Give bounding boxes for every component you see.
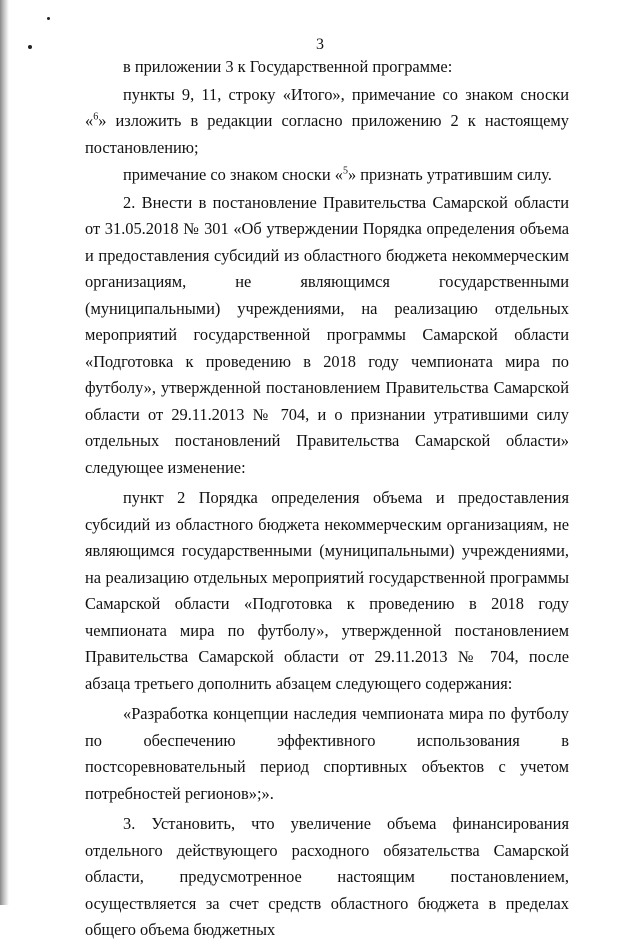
paragraph-text: примечание со знаком сноски «: [123, 165, 343, 184]
paragraph-point-2-procedure: пункт 2 Порядка определения объема и предоставления субсидий из областного бюджета некоммерческим организациям, не являющимся государственными (муниципальными) учреждениями, на реализацию отдельных мероприятий государственной программы Самарской области «Подготовка к проведению в 2018 году чемпионата мира по футболу», утвержденной постановлением Правительства Самарской области от 29.11.2013 № 704, после абзаца третьего дополнить абзацем следующего содержания:: [85, 488, 569, 693]
paragraph-item-2: 2. Внести в постановление Правительства Самарской области от 31.05.2018 № 301 «Об утверждении Порядка определения объема и предоставления субсидий из областного бюджета некоммерческим организациям, не являющимся государственными (муниципальными) учреждениями, на реализацию отдельных мероприятий государственной программы Самарской области «Подготовка к проведению в 2018 году чемпионата мира по футболу», утвержденной постановлением Правительства Самарской области от 29.11.2013 № 704, и о признании утратившими силу отдельных постановлений Правительства Самарской области» следующее изменение:: [85, 192, 569, 477]
footnote-mark: 5: [342, 165, 348, 177]
paragraph-text: » признать утратившим силу.: [347, 165, 552, 184]
paragraph-text: пункты 9, 11, строку «Итого», примечание со знаком сноски «: [85, 84, 569, 130]
paragraph-text: » изложить в редакции согласно приложению 2 к настоящему постановлению;: [85, 111, 569, 157]
document-body: [85, 54, 569, 944]
page-number: 3: [316, 36, 324, 53]
paragraph-item-3: 3. Установить, что увеличение объема финансирования отдельного действующего расходного обязательства Самарской области, предусмотренное настоящим постановлением, осуществляется за счет средств областного бюджета в пределах общего объема бюджетных: [85, 814, 569, 939]
paragraph-points-9-11: [85, 82, 569, 162]
paragraph-note-5: [85, 162, 569, 189]
scan-edge-shadow: [0, 0, 9, 905]
footnote-mark: 6: [93, 111, 99, 123]
paragraph-appendix-3: в приложении 3 к Государственной программе:: [123, 57, 453, 76]
paragraph-quote-legacy-concept: «Разработка концепции наследия чемпионата мира по футболу по обеспечению эффективного использования в постсоревновательный период спортивных объектов с учетом потребностей регионов»;».: [85, 704, 569, 803]
scan-speck: [47, 17, 50, 20]
